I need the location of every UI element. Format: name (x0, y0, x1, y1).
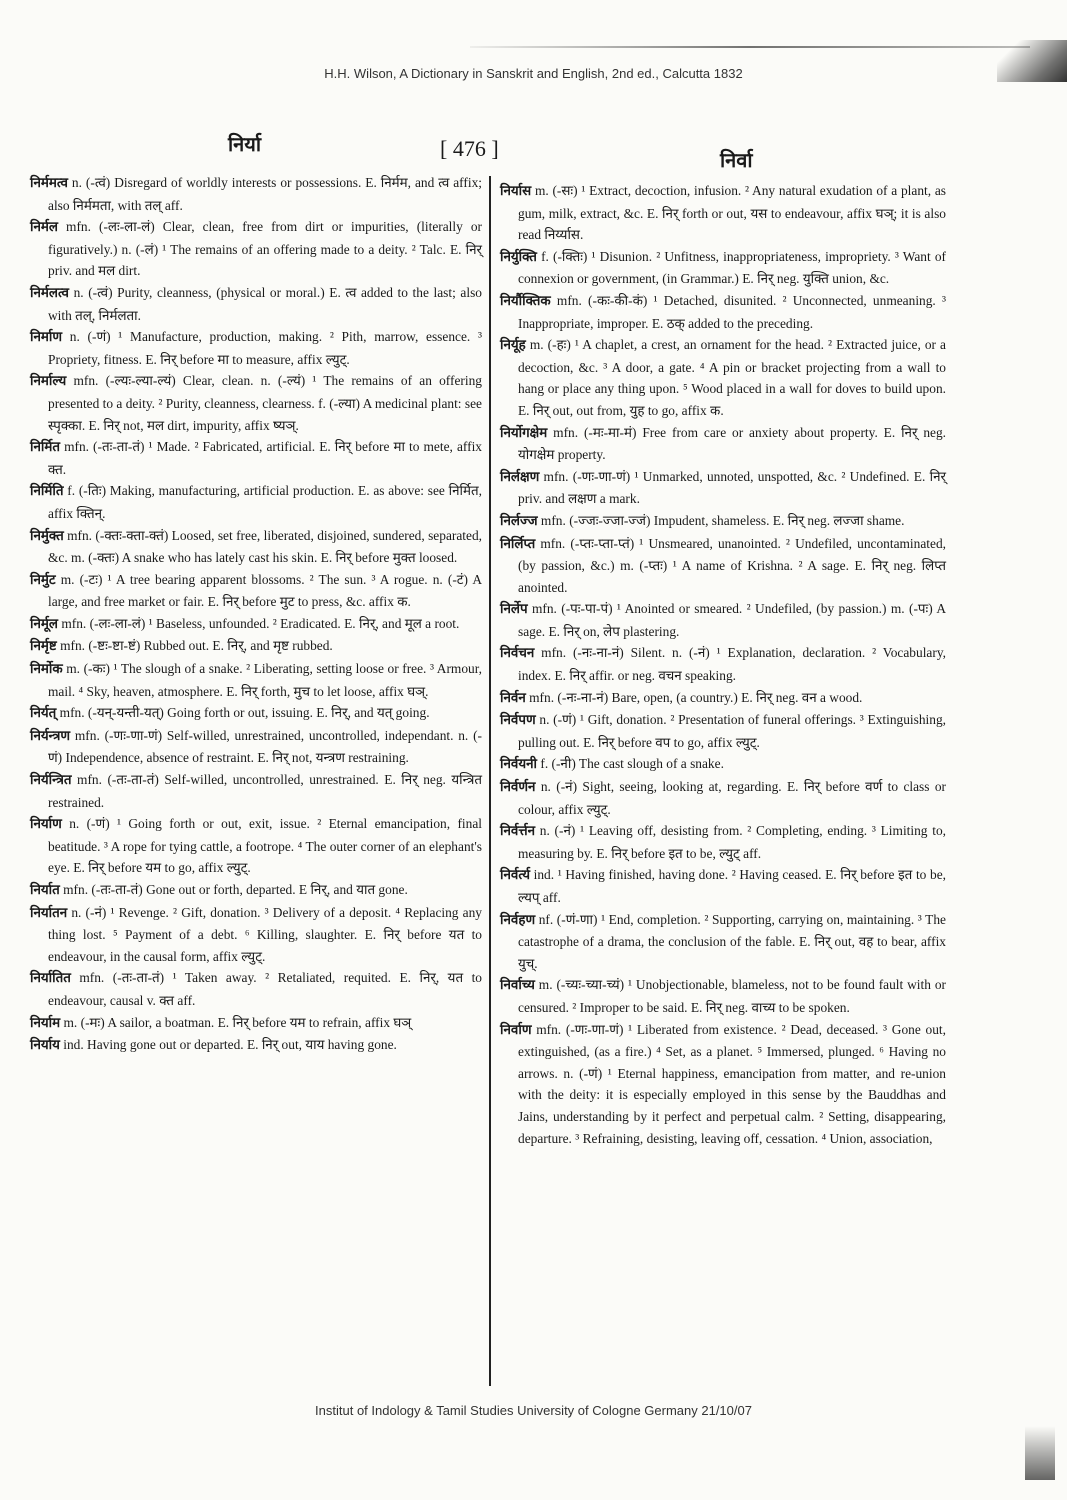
dictionary-entry (500, 642, 946, 686)
entry-definition: mfn. (-णः-णा-णं) Self-willed, unrestrained, uncontrolled, independant. n. (-णं) Independence, absence of restraint. E. निर् not, यन्त्रण restraining. (48, 727, 482, 766)
entry-definition: m. (-टः) ¹ A tree bearing apparent blossoms. ² The sun. ³ A rogue. n. (-टं) A large, and free market or fair. E. निर् before मुट to press, &c. affix क. (48, 571, 482, 610)
entry-headword: निर्मूल (30, 616, 58, 632)
entry-definition: n. (-णं) ¹ Manufacture, production, making. ² Pith, marrow, essence. ³ Propriety, fitness. E. निर् before मा to measure, affix ल्युट्. (48, 329, 482, 367)
entry-headword: निर्ममत्व (30, 176, 68, 191)
entry-headword: निर्यात (30, 883, 60, 898)
entry-definition: n. (-त्वं) Purity, cleanness, (physical or moral.) E. त्व added to the last; also with तल्, निर्मलता. (48, 284, 482, 323)
column-divider (489, 176, 491, 1386)
entry-definition: n. (-णं) ¹ Going forth or out, exit, issue. ² Eternal emancipation, final beatitude. ³ A rope for tying cattle, a footrope. ⁴ The outer corner of an elephant's eye. E. निर् before यम to go, affix ल्युट्. (48, 816, 482, 876)
entry-headword: निर्याय (30, 1038, 60, 1054)
entry-definition: mfn. (-लः-ला-लं) ¹ Baseless, unfounded. ² Eradicated. E. निर्, and मूल a root. (58, 615, 460, 631)
dictionary-entry (30, 525, 482, 569)
entry-headword: निर्यत् (30, 706, 57, 722)
dictionary-entry (500, 246, 946, 290)
entry-definition: f. (-नी) The cast slough of a snake. (537, 756, 724, 772)
dictionary-entry (500, 709, 946, 753)
entry-headword: निर्वर्त्तन (500, 824, 536, 840)
dictionary-entry (500, 510, 946, 533)
entry-definition: n. (-णं) ¹ Gift, donation. ² Presentation of funeral offerings. ³ Extinguishing, pulling out. E. निर् before वप to go, affix ल्युट्. (518, 712, 946, 750)
dictionary-entry (30, 725, 482, 769)
entry-definition: mfn. (-नः-ना-नं) Bare, open, (a country.) E. निर् neg. वन a wood. (525, 689, 863, 705)
entry-definition: mfn. (-प्तः-प्ता-प्तं) ¹ Unsmeared, unanointed. ² Undefiled, uncontaminated, (by passion, &c.) m. (-प्तः) ¹ A name of Krishna. ² A sage. E. निर् neg. लिप्त anointed. (518, 535, 946, 595)
entry-headword: निर्यन्त्रित (30, 773, 72, 789)
entry-definition: f. (-तिः) Making, manufacturing, artificial production. E. as above: see निर्मित, affix क्तिन्. (48, 483, 482, 521)
dictionary-entry (30, 569, 482, 613)
entry-definition: mfn. (-नः-ना-नं) Silent. n. (-नं) ¹ Explanation, declaration. ² Vocabulary, index. E. निर् affir. or neg. वचन speaking. (518, 645, 946, 684)
dictionary-entry (500, 422, 946, 466)
running-head-right: निर्वा (720, 148, 753, 172)
entry-definition: mfn. (-क्तः-क्ता-क्तं) Loosed, set free, liberated, disjoined, sundered, separated, &c. m. (-क्तः) A snake who has lately cast his skin. E. निर् before मुक्त loosed. (48, 527, 482, 566)
entry-headword: निर्माण (30, 330, 63, 346)
dictionary-entry (30, 967, 482, 1011)
entry-headword: निर्वन (500, 690, 526, 706)
running-head-left: निर्या (228, 132, 262, 156)
page-number: [ 476 ] (440, 136, 499, 161)
entry-definition: mfn. (-णः-णा-णं) ¹ Unmarked, unnoted, unspotted, &c. ² Undefined. E. निर् priv. and लक्षण a mark. (518, 468, 946, 507)
dictionary-entry (30, 1012, 482, 1035)
entry-definition: mfn. (-मः-मा-मं) Free from care or anxiety about property. E. निर् neg. योगक्षेम property. (518, 424, 946, 463)
entry-definition: mfn. (-ल्यः-ल्या-ल्यं) Clear, clean. n. (-ल्यं) ¹ The remains of an offering presented to a deity. ² Purity, cleanness, clearness. f. (-ल्या) A medicinal plant: see स्पृक्का. E. निर् not, मल dirt, impurity, affix ष्यञ्. (48, 373, 482, 433)
entry-headword: निर्युक्ति (500, 249, 537, 265)
dictionary-entry (500, 864, 946, 908)
dictionary-entry (30, 769, 482, 813)
entry-headword: निर्मोक (30, 662, 63, 678)
entry-definition: mfn. (-णः-णा-णं) ¹ Liberated from existence. ² Dead, deceased. ³ Gone out, extinguished, (as a fire.) ⁴ Set, as a planet. ⁵ Immersed, plunged. ⁶ Having no arrows. n. (-णं) ¹ Eternal happiness, emancipation from matter, and re-union with the deity: it is especially employed in this sense by the Bauddhas and Jains, understanding by it perfect and perpetual calm. ² Setting, disappearing, departure. ³ Refraining, desisting, leaving off, cessation. ⁴ Union, association, (518, 1021, 946, 1146)
entry-definition: m. (-च्यः-च्या-च्यं) ¹ Unobjectionable, blameless, not to be found fault with or censured. ² Improper to be said. E. निर् neg. वाच्य to be spoken. (518, 977, 946, 1015)
dictionary-entry (500, 598, 946, 642)
dictionary-entry (500, 753, 946, 776)
entry-headword: निर्यातित (30, 971, 71, 987)
entry-headword: निर्लेप (500, 602, 528, 618)
source-header: H.H. Wilson, A Dictionary in Sanskrit and English, 2nd ed., Calcutta 1832 (324, 66, 743, 81)
entry-definition: mfn. (-लः-ला-लं) Clear, clean, free from dirt or impurities, (literally or figuratively.) n. (-लं) ¹ The remains of an offering made to a deity. ² Talc. E. निर् priv. and मल dirt. (48, 219, 482, 279)
entry-headword: निर्याण (30, 817, 62, 833)
entry-definition: m. (-कः) ¹ The slough of a snake. ² Liberating, setting loose or free. ³ Armour, mail. ⁴ Sky, heaven, atmosphere. E. निर् forth, मुच to let loose, affix घञ्. (48, 661, 482, 699)
entry-headword: निर्यास (500, 184, 532, 199)
dictionary-entry (30, 702, 482, 725)
dictionary-entry (30, 613, 482, 636)
entry-headword: निर्माल्य (30, 374, 67, 390)
entry-definition: nf. (-णं-णा) ¹ End, completion. ² Supporting, carrying on, maintaining. ³ The catastrophe of a drama, the conclusion of the fable. E. निर् out, वह to bear, affix युच्. (518, 911, 946, 971)
entry-headword: निर्लज्ज (500, 513, 538, 529)
entry-definition: ind. ¹ Having finished, having done. ² Having ceased. E. निर् before इत to be, ल्यप् aff. (518, 867, 946, 905)
dictionary-entry (30, 902, 482, 968)
footer-credit: Institut of Indology & Tamil Studies University of Cologne Germany 21/10/07 (315, 1403, 752, 1418)
entry-headword: निर्मुक्त (30, 528, 64, 544)
entry-headword: निर्यूह (500, 338, 526, 354)
entry-headword: निर्वाण (500, 1022, 532, 1038)
dictionary-entry (30, 436, 482, 480)
entry-definition: n. (-नं) ¹ Revenge. ² Gift, donation. ³ Delivery of a deposit. ⁴ Replacing any thing lost. ⁵ Payment of a debt. ⁶ Killing, slaughter. E. निर् before यत to endeavour, in the causal form, affix ल्युट्. (48, 904, 482, 964)
entry-definition: n. (-त्वं) Disregard of worldly interests or possessions. E. निर्मम, and त्व affix; also निर्ममता, with तल् aff. (48, 175, 482, 213)
entry-definition: mfn. (-तः-ता-तं) Self-willed, uncontrolled, unrestrained. E. निर् neg. यन्त्रित restrained. (48, 772, 482, 810)
entry-definition: mfn. (-कः-की-कं) ¹ Detached, disunited. ² Unconnected, unmeaning. ³ Inappropriate, improper. E. ठक् added to the preceding. (518, 292, 946, 331)
entry-definition: mfn. (-ष्टः-ष्टा-ष्टं) Rubbed out. E. निर्, and मृष्ट rubbed. (56, 638, 333, 654)
dictionary-entry (30, 635, 482, 658)
entry-definition: ind. Having gone out or departed. E. निर् out, याय having gone. (59, 1037, 397, 1053)
entry-definition: mfn. (-ज्जः-ज्जा-ज्जं) Impudent, shameless. E. निर् neg. लज्जा shame. (537, 512, 905, 528)
dictionary-entry (500, 974, 946, 1018)
dictionary-entry (30, 370, 482, 436)
entry-headword: निर्वपण (500, 713, 536, 729)
entry-headword: निर्वचन (500, 646, 535, 662)
dictionary-entry (500, 687, 946, 710)
entry-definition: m. (-मः) A sailor, a boatman. E. निर् before यम to refrain, affix घञ् (60, 1014, 412, 1030)
entry-definition: mfn. (-पः-पा-पं) ¹ Anointed or smeared. ² Undefiled, (by passion.) m. (-पः) A sage. E. निर् on, लेप plastering. (518, 601, 946, 639)
entry-headword: निर्लिप्त (500, 536, 536, 552)
entry-headword: निर्याम (30, 1015, 61, 1031)
entry-headword: निर्वर्त्य (500, 868, 530, 884)
dictionary-entry (500, 1019, 946, 1150)
dictionary-entry (30, 172, 482, 216)
dictionary-entry (500, 180, 946, 246)
entry-definition: mfn. (-तः-ता-तं) ¹ Made. ² Fabricated, artificial. E. निर् before मा to mete, affix क्त. (48, 439, 482, 477)
entry-definition: n. (-नं) ¹ Leaving off, desisting from. ² Completing, ending. ³ Limiting to, measuring by. E. निर् before इत to be, ल्युट् aff. (518, 823, 946, 861)
entry-headword: निर्यन्त्रण (30, 728, 71, 744)
dictionary-entry (30, 879, 482, 902)
entry-definition: n. (-नं) Sight, seeing, looking at, regarding. E. निर् before वर्ण to class or colour, affix ल्युट्. (518, 779, 946, 817)
dictionary-entry (500, 533, 946, 599)
entry-definition: mfn. (-यन्-यन्ती-यत्) Going forth or out, issuing. E. निर्, and यत् going. (56, 705, 430, 721)
left-column (30, 172, 482, 1057)
dictionary-entry (30, 282, 482, 326)
dictionary-entry (500, 776, 946, 820)
dictionary-entry (30, 658, 482, 702)
entry-definition: mfn. (-तः-ता-तं) Gone out or forth, departed. E निर्, and यात gone. (59, 882, 408, 897)
dictionary-entry (30, 216, 482, 282)
entry-definition: m. (-सः) ¹ Extract, decoction, infusion. ² Any natural exudation of a plant, as gum, milk, extract, &c. E. निर् forth or out, यस to endeavour, affix घञ्; it is also read निर्य्यास. (518, 183, 946, 243)
entry-headword: निर्मुट (30, 572, 56, 588)
entry-headword: निर्यौक्तिक (500, 293, 551, 309)
dictionary-entry (500, 334, 946, 421)
entry-headword: निर्मृष्ट (30, 639, 57, 655)
entry-headword: निर्मित (30, 440, 61, 456)
entry-definition: mfn. (-तः-ता-तं) ¹ Taken away. ² Retaliated, requited. E. निर्, यत to endeavour, causal v. क्त aff. (48, 970, 482, 1008)
entry-headword: निर्लक्षण (500, 469, 540, 485)
entry-definition: m. (-हः) ¹ A chaplet, a crest, an ornament for the head. ² Extracted juice, or a decoction, &c. ³ A door, a gate. ⁴ A pin or bracket projecting from a wall to hang or place any thing upon. ⁵ Wood placed in a wall for doves to build upon. E. निर् out, out from, युह to go, affix क. (518, 337, 946, 418)
entry-headword: निर्योगक्षेम (500, 425, 548, 441)
dictionary-entry (500, 909, 946, 975)
dictionary-entry (500, 466, 946, 510)
entry-headword: निर्मलत्व (30, 285, 69, 301)
scan-edge-line (470, 46, 1030, 48)
entry-headword: निर्मल (30, 220, 58, 236)
entry-headword: निर्वयनी (500, 757, 538, 773)
entry-definition: f. (-क्तिः) ¹ Disunion. ² Unfitness, inappropriateness, impropriety. ³ Want of connexion or government, (in Grammar.) E. निर् neg. युक्ति union, &c. (518, 248, 946, 287)
scan-bottom-shadow (1025, 1420, 1055, 1480)
right-column (500, 180, 946, 1149)
dictionary-entry (500, 820, 946, 864)
entry-headword: निर्मिति (30, 484, 64, 500)
dictionary-entry (30, 1034, 482, 1057)
entry-headword: निर्यातन (30, 905, 68, 921)
dictionary-entry (500, 290, 946, 334)
entry-headword: निर्वाच्य (500, 978, 535, 994)
entry-headword: निर्वर्णन (500, 780, 536, 796)
dictionary-entry (30, 480, 482, 524)
dictionary-entry (30, 326, 482, 370)
entry-headword: निर्वहण (500, 912, 536, 928)
dictionary-entry (30, 813, 482, 879)
